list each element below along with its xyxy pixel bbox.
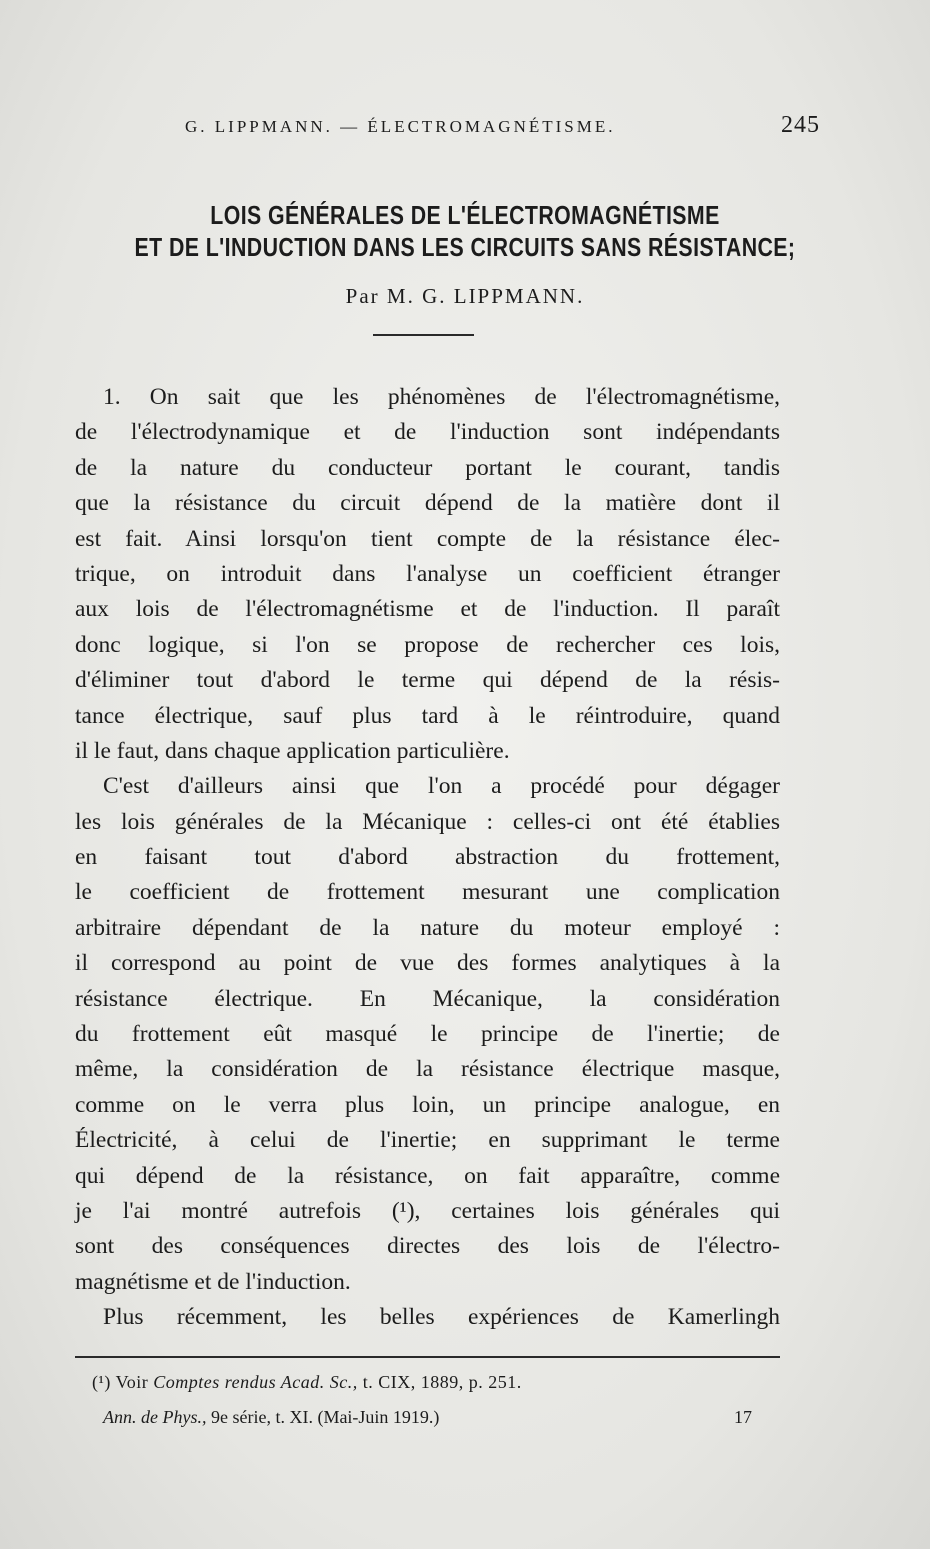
body-text <box>75 380 780 1336</box>
body-line: du frottement eût masqué le principe de l'inertie; de <box>75 1021 780 1048</box>
journal-name: Ann. de Phys., <box>103 1407 207 1427</box>
article-title-line-1: LOIS GÉNÉRALES DE L'ÉLECTROMAGNÉTISME <box>210 200 720 230</box>
body-line: qui dépend de la résistance, on fait apparaître, comme <box>75 1162 780 1189</box>
body-line: résistance électrique. En Mécanique, la considération <box>75 985 780 1012</box>
page-footer <box>103 1407 752 1428</box>
body-line: 1. On sait que les phénomènes de l'électromagnétisme, <box>103 384 780 410</box>
journal-reference <box>103 1407 734 1428</box>
body-line: le coefficient de frottement mesurant une complication <box>75 879 780 906</box>
body-line: comme on le verra plus loin, un principe analogue, en <box>75 1091 780 1118</box>
body-line: de l'électrodynamique et de l'induction sont indépendants <box>75 419 780 446</box>
footnote-citation: Comptes rendus Acad. Sc., <box>153 1372 358 1392</box>
journal-details: 9e série, t. XI. (Mai-Juin 1919.) <box>210 1407 440 1427</box>
byline: Par M. G. LIPPMANN. <box>345 284 585 308</box>
body-line: sont des conséquences directes des lois de l'électro- <box>75 1233 780 1260</box>
running-head <box>185 112 820 139</box>
body-line: est fait. Ainsi lorsqu'on tient compte de la résistance élec- <box>75 525 780 552</box>
body-line: d'éliminer tout d'abord le terme qui dépend de la résis- <box>75 667 780 694</box>
body-line: Plus récemment, les belles expériences de Kamerlingh <box>103 1304 780 1331</box>
body-line: tance électrique, sauf plus tard à le réintroduire, quand <box>75 702 780 729</box>
body-line: même, la considération de la résistance électrique masque, <box>75 1056 780 1083</box>
body-line: de la nature du conducteur portant le courant, tandis <box>75 454 780 481</box>
body-line: magnétisme et de l'induction. <box>75 1268 351 1295</box>
body-line: trique, on introduit dans l'analyse un coefficient étranger <box>75 560 780 587</box>
running-head-title: G. LIPPMANN. — ÉLECTROMAGNÉTISME. <box>185 117 616 136</box>
page-number: 245 <box>781 112 820 138</box>
signature-number: 17 <box>734 1407 752 1427</box>
body-line: les lois générales de la Mécanique : celles-ci ont été établies <box>75 808 780 835</box>
body-line: donc logique, si l'on se propose de rechercher ces lois, <box>75 631 780 658</box>
body-line: je l'ai montré autrefois (¹), certaines lois générales qui <box>75 1197 780 1224</box>
footnote-pre: Voir <box>115 1372 149 1392</box>
body-line: arbitraire dépendant de la nature du moteur employé : <box>75 914 780 941</box>
footnote <box>92 1372 522 1393</box>
footnote-separator-rule <box>75 1356 780 1358</box>
body-line: il correspond au point de vue des formes analytiques à la <box>75 950 780 977</box>
article-title-line-2: ET DE L'INDUCTION DANS LES CIRCUITS SANS RÉSISTANCE; <box>134 232 796 262</box>
body-line: en faisant tout d'abord abstraction du frottement, <box>75 844 780 871</box>
body-line: il le faut, dans chaque application particulière. <box>75 737 510 764</box>
title-separator-rule <box>373 334 474 336</box>
body-line: que la résistance du circuit dépend de la matière dont il <box>75 490 780 517</box>
body-line: aux lois de l'électromagnétisme et de l'induction. Il paraît <box>75 596 780 623</box>
body-line: C'est d'ailleurs ainsi que l'on a procédé pour dégager <box>103 773 780 800</box>
footnote-post: t. CIX, 1889, p. 251. <box>362 1372 522 1392</box>
body-line: Électricité, à celui de l'inertie; en supprimant le terme <box>75 1127 780 1154</box>
footnote-marker: (¹) <box>92 1372 111 1392</box>
